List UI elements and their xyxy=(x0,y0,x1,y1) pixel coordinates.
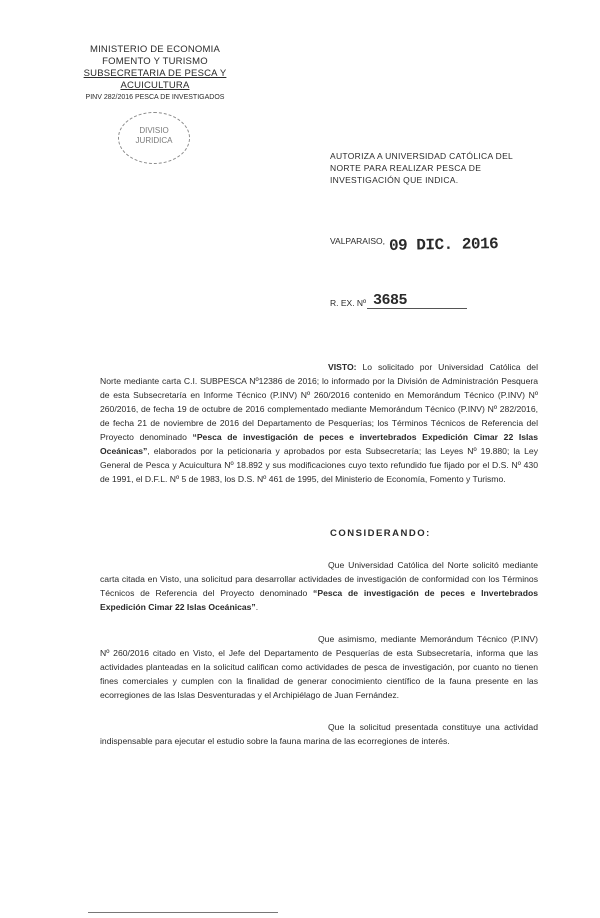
subsecretaria-name: SUBSECRETARIA DE PESCA Y ACUICULTURA xyxy=(83,68,227,91)
letterhead xyxy=(60,44,250,102)
visto-project-name: “Pesca de investigación de peces e invertebrados Expedición Cimar 22 Islas Oceánicas” xyxy=(100,432,538,456)
ministry-subtitle: FOMENTO Y TURISMO xyxy=(102,56,208,67)
place-label: VALPARAISO, xyxy=(330,236,385,246)
resolution-label: R. EX. Nº xyxy=(330,298,367,308)
considerando-2: Que asimismo, mediante Memorándum Técnico (P.INV) Nº 260/2016 citado en Visto, el Jefe del Departamento de Pesquerías de esta Subsecretaría, informa que las actividades planteadas en la solicitud califican como actividades de pesca de investigación, por cuanto no tienen fines comerciales y cumplen con la finalidad de generar conocimiento científico de la fauna presente en las ecorregiones de las Islas Desventuradas y el Archipiélago de Juan Fernández. xyxy=(100,634,538,700)
stamp-line-2: JURIDICA xyxy=(135,136,173,145)
considerando-1-end: . xyxy=(255,602,259,612)
visto-paragraph xyxy=(100,360,538,486)
stamp-line-1: DIVISIO xyxy=(139,126,169,135)
resolution-number: 3685 xyxy=(373,292,408,309)
ministry-name: MINISTERIO DE ECONOMIA xyxy=(89,44,221,55)
considerando-1-project: “Pesca de investigación de peces e Invertebrados Expedición Cimar 22 Islas Oceánicas” xyxy=(100,588,538,612)
footer-rule xyxy=(88,912,278,913)
visto-text-2: , elaborados por la peticionaria y aprobados por esta Subsecretaría; las Leyes Nº 19.880; la Ley General de Pesca y Acuicultura Nº 18.892 y sus modificaciones cuyo texto refundido fue fijado por el D.S. Nº 430 de 1991, el D.F.L. Nº 5 de 1983, los D.S. Nº 461 de 1995, del Ministerio de Economía, Fomento y Turismo. xyxy=(100,446,538,484)
pinv-reference: PINV 282/2016 PESCA DE INVESTIGADOS xyxy=(85,94,225,101)
visto-text-1: Lo solicitado por Universidad Católica del Norte mediante carta C.I. SUBPESCA Nº12386 de 2016; lo informado por la División de Administración Pesquera de esta Subsecretaría en Informe Técnico (P.INV) Nº 260/2016 contenido en Memorándum Técnico (P.INV) Nº 260/2016, de fecha 19 de octubre de 2016 complementado mediante Memorándum Técnico (P.INV) Nº 282/2016, de fecha 21 de noviembre de 2016 del Departamento de Pesquerías; los Términos Técnicos de Referencia del Proyecto denominado xyxy=(100,362,538,442)
considerando-3: Que la solicitud presentada constituye una actividad indispensable para ejecutar el estudio sobre la fauna marina de las ecorregiones de interés. xyxy=(100,722,538,746)
considerando-heading: CONSIDERANDO: xyxy=(330,528,431,539)
division-stamp-icon xyxy=(118,112,190,164)
date-stamp: 09 DIC. 2016 xyxy=(388,235,499,255)
document-title: AUTORIZA A UNIVERSIDAD CATÓLICA DEL NORTE PARA REALIZAR PESCA DE INVESTIGACIÓN QUE INDICA. xyxy=(330,151,513,185)
considerando-1-text: Que Universidad Católica del Norte solicitó mediante carta citada en Visto, una solicitud para desarrollar actividades de investigación de conformidad con los Términos Técnicos de Referencia del Proyecto denominado xyxy=(100,560,538,598)
visto-label: VISTO: xyxy=(328,362,357,372)
considerando-1 xyxy=(100,558,538,614)
